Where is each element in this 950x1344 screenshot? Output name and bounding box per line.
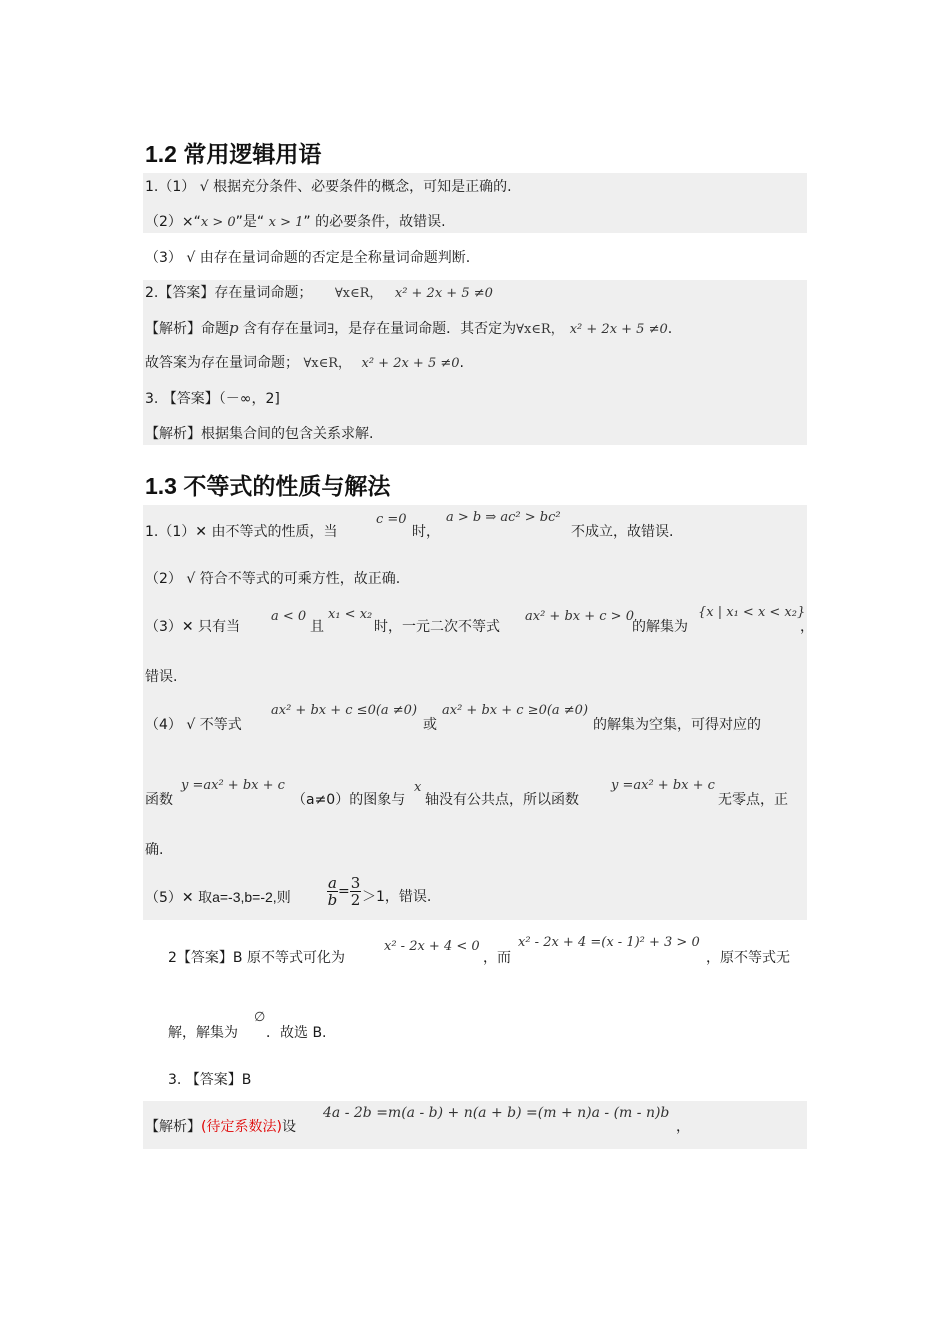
s13-p7-equals: = (337, 883, 350, 900)
s13-q3: 3. 【答案】B (168, 1072, 252, 1088)
s13-q4 (145, 1117, 296, 1137)
s13-p4-text-a: （4） √ 不等式 (145, 717, 242, 733)
s13-p3-text-d: 的解集为 (632, 619, 688, 635)
s13-q1-text-c: ，原不等式无 (706, 950, 790, 966)
s12-l5-var-p: p (229, 319, 239, 337)
s12-l4-math-2: x² + 2x + 5 ≠0 (394, 286, 493, 301)
s13-p1-text-c: 不成立，故错误. (571, 524, 674, 540)
s13-p7-frac2-num: 3 (350, 874, 361, 892)
s13-p5-var-x: x (414, 780, 422, 795)
s13-p3-math-4: {x | x₁ < x < x₂} (698, 605, 806, 620)
s12-l5-exists: ∃ (327, 322, 335, 337)
s12-l6-text-d: . (459, 355, 464, 371)
s13-p2: （2） √ 符合不等式的可乘方性，故正确. (145, 571, 401, 587)
s13-p5-math-2: y =ax² + bx + c (611, 778, 715, 793)
s13-p1-math-1: c =0 (376, 512, 407, 527)
s12-l5-math-2: x² + 2x + 5 ≠0 (569, 322, 668, 337)
s12-line-3: （3） √ 由存在量词命题的否定是全称量词命题判断. (145, 250, 471, 266)
s12-l5-text-c: ，是存在量词命题．其否定为 (334, 321, 517, 337)
s12-l5-math-1: ∀x∈R， (516, 322, 564, 337)
s13-p4-text-c: 的解集为空集，可得对应的 (593, 717, 761, 733)
s12-line-5 (145, 318, 672, 340)
s13-p3-text-e: ， (800, 619, 814, 635)
s12-l2-math-1: x > 0 (200, 215, 236, 230)
s13-p3-text-b: 且 (310, 619, 324, 635)
s13-p4-math-1: ax² + bx + c ≤0(a ≠0) (271, 703, 418, 718)
s12-l5-text-b: 含有存在量词 (238, 321, 328, 337)
s13-p1-text-a: 1.（1）✕ 由不等式的性质，当 (145, 524, 338, 540)
s13-q1-math-2: x² - 2x + 4 =(x - 1)² + 3 > 0 (518, 935, 700, 950)
s13-p5-text-a: 函数 (145, 792, 173, 808)
s12-l5-text-d: . (667, 321, 673, 337)
s13-q2-text-a: 解，解集为 (168, 1025, 238, 1041)
s13-p4-math-2: ax² + bx + c ≥0(a ≠0) (442, 703, 589, 718)
s12-l2-text-a: （2）×“ (145, 214, 201, 230)
s13-p7-frac-ab (327, 875, 338, 908)
s12-l4-math-1: ∀x∈R， (334, 286, 383, 301)
section-1-2-title: 1.2 常用逻辑用语 (145, 141, 322, 167)
s13-p7-text-a: （5）✕ 取 (145, 890, 213, 906)
s12-l6-math-2: x² + 2x + 5 ≠0 (361, 356, 460, 371)
s12-l2-math-2: x > 1 (268, 215, 304, 230)
s13-p1-math-2: a > b ⇒ ac² > bc² (446, 510, 561, 525)
s13-q2-text-b: ．故选 B. (266, 1025, 327, 1041)
s13-p7-frac-num: a (328, 874, 337, 892)
s13-q1-text-b: ，而 (483, 950, 511, 966)
s12-line-4 (145, 283, 493, 304)
s12-line-8: 【解析】根据集合间的包含关系求解. (145, 426, 374, 442)
s13-p3-text-c: 时，一元二次不等式 (374, 619, 500, 635)
s13-p6: 确. (145, 842, 164, 858)
s13-p3-math-2: x₁ < x₂ (328, 607, 373, 622)
s13-q4-text-a: 【解析】 (145, 1119, 201, 1135)
s13-p7-frac-32 (350, 875, 362, 908)
s13-q4-math: 4a - 2b =m(a - b) + n(a + b) =(m + n)a - (m - n)b (323, 1105, 670, 1121)
s12-l6-text-a: 故答案为存在量词命题； (145, 355, 299, 371)
s13-q4-text-c: ， (676, 1119, 690, 1135)
s13-p3-text-f: 错误. (145, 669, 178, 685)
s13-q4-method: (待定系数法) (201, 1119, 282, 1135)
s12-line-7: 3. 【答案】（－∞，2] (145, 391, 280, 407)
section-1-3-title: 1.3 不等式的性质与解法 (145, 473, 391, 499)
s13-p3-math-1: a < 0 (271, 609, 307, 624)
s13-p5-text-c: 轴没有公共点，所以函数 (425, 792, 579, 808)
s13-q1-math-1: x² - 2x + 4 < 0 (384, 939, 480, 954)
s13-q2-empty-set: ∅ (254, 1010, 266, 1025)
s12-l2-text-c: ” 的必要条件，故错误. (303, 214, 446, 230)
s13-p7-frac2-den: 2 (350, 891, 361, 909)
s12-l4-text: 2.【答案】存在量词命题； (145, 285, 313, 301)
s13-p3-text-a: （3）✕ 只有当 (145, 619, 241, 635)
s12-line-1: 1.（1） √ 根据充分条件、必要条件的概念，可知是正确的. (145, 179, 512, 195)
s13-p7-frac-den: b (327, 891, 338, 909)
s13-p5-text-d: 无零点，正 (718, 792, 788, 808)
s13-p4-text-b: 或 (423, 717, 437, 733)
s13-p7-text-c: ＞1，错误. (362, 889, 432, 905)
s12-l2-text-b: ”是“ (235, 214, 269, 230)
s13-p7-fractions (327, 875, 361, 908)
s13-p3-math-3: ax² + bx + c > 0 (525, 609, 634, 624)
s13-p7-text-b: a=-3,b=-2,则 (212, 889, 291, 905)
s13-q1-text-a: 2【答案】B 原不等式可化为 (168, 950, 345, 966)
s13-q4-text-b: 设 (281, 1119, 296, 1135)
s13-p7 (145, 887, 291, 908)
s13-p5-math-1: y =ax² + bx + c (181, 778, 285, 793)
s12-l5-text-a: 【解析】命题 (145, 321, 229, 337)
s13-p1-text-b: 时， (412, 524, 440, 540)
s12-l6-math-1: ∀x∈R， (303, 356, 352, 371)
s12-line-2 (145, 212, 446, 233)
s12-line-6 (145, 353, 464, 374)
s13-p5-text-b: （a≠0）的图象与 (292, 792, 406, 808)
